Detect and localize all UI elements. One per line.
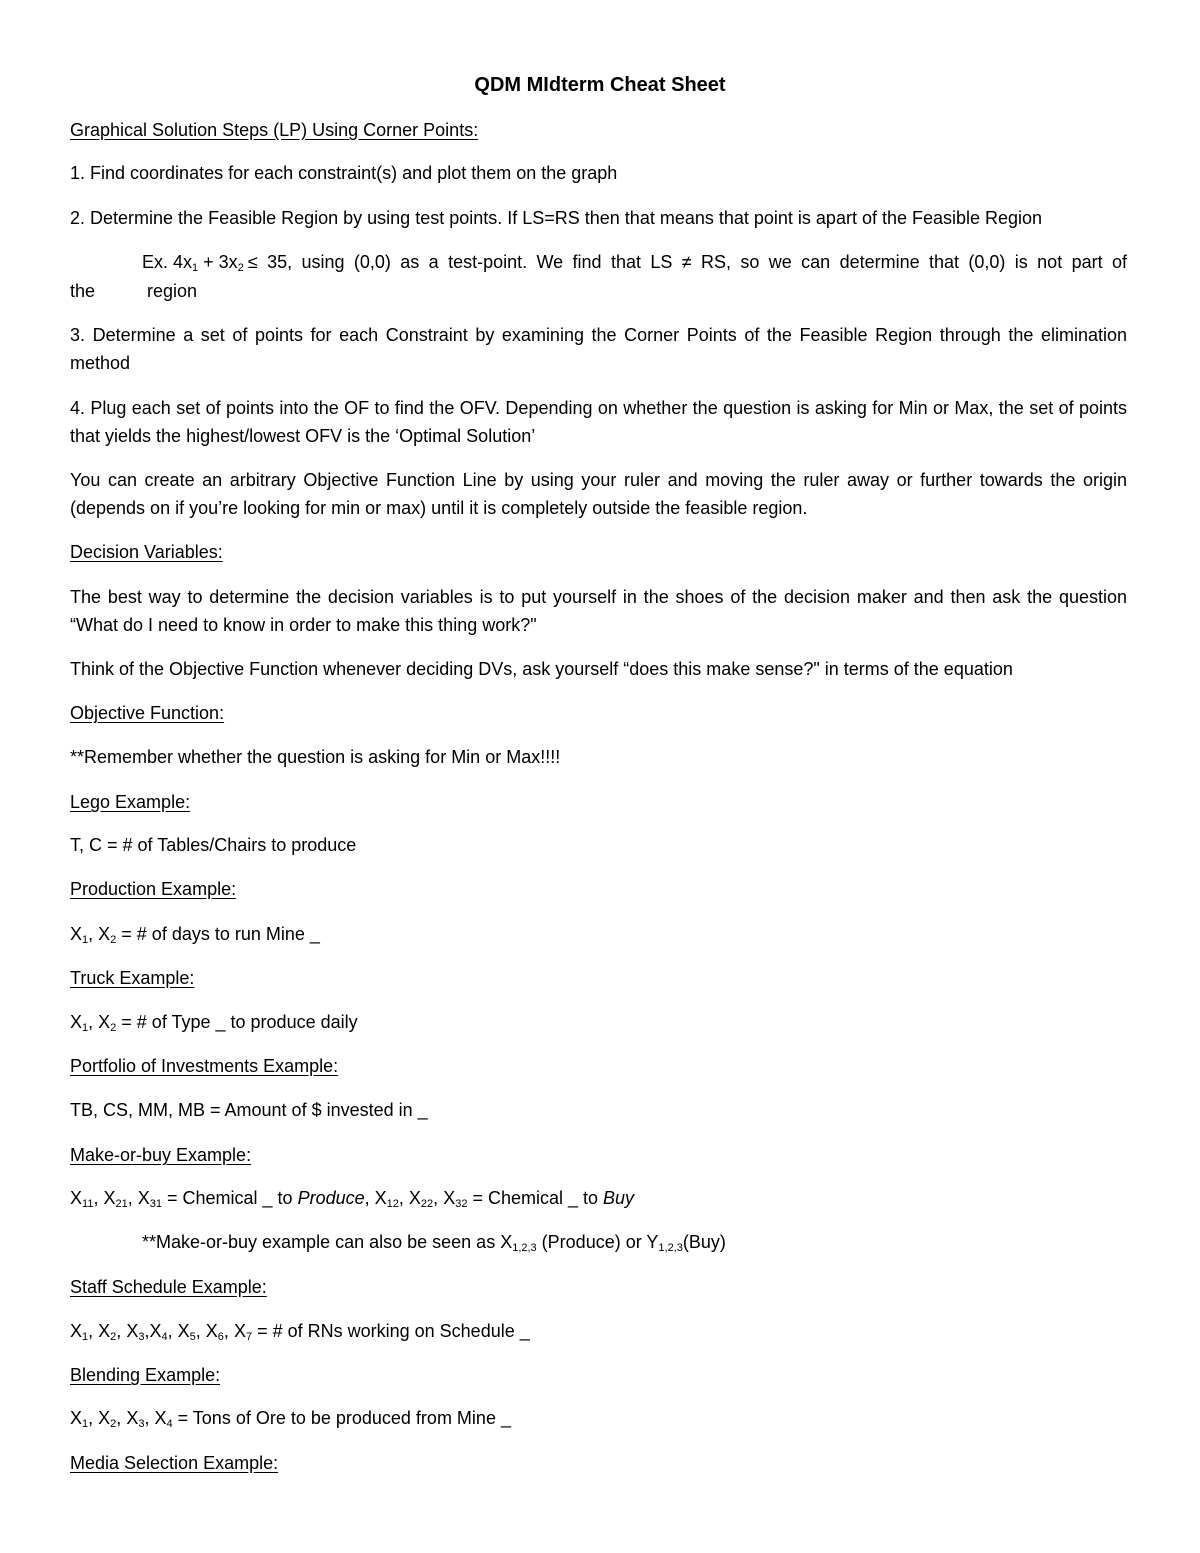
- example-lead: Ex. $4x_1 + 3x_2$: [142, 252, 244, 274]
- example-text: ≤ 35, using (0,0) as a test-point. We find that LS ≠ RS, so we can determine that (0,0) is not part of: [247, 252, 1127, 272]
- decision-paragraph-2: Think of the Objective Function whenever deciding DVs, ask yourself “does this make sense?" in terms of the equation: [70, 659, 1013, 679]
- step-2: 2. Determine the Feasible Region by using test points. If LS=RS then that means that point is apart of the Feasible Region: [70, 208, 1043, 228]
- heading-blending-example: Blending Example:: [70, 1365, 221, 1385]
- heading-media-selection-example: Media Selection Example:: [70, 1453, 279, 1473]
- truck-definition: $X_1$, $X_2$ = # of Type _ to produce daily: [70, 1012, 358, 1034]
- heading-lego-example: Lego Example:: [70, 792, 191, 812]
- example-word-region: region: [147, 281, 198, 301]
- blending-definition: $X_1$, $X_2$, $X_3$, $X_4$ = Tons of Ore to be produced from Mine _: [70, 1408, 511, 1430]
- heading-truck-example: Truck Example:: [70, 968, 195, 988]
- step-1: 1. Find coordinates for each constraint(s) and plot them on the graph: [70, 163, 618, 183]
- heading-production-example: Production Example:: [70, 879, 237, 899]
- heading-make-or-buy-example: Make-or-buy Example:: [70, 1145, 252, 1165]
- objective-reminder: **Remember whether the question is asking for Min or Max!!!!: [70, 747, 561, 767]
- example-inequality: [142, 250, 1127, 274]
- staff-schedule-definition: $X_1$, $X_2$, $X_3,X_4$, $X_5$, $X_6$, $X_7$ = # of RNs working on Schedule _: [70, 1321, 530, 1343]
- heading-portfolio-example: Portfolio of Investments Example:: [70, 1056, 339, 1076]
- step-4: 4. Plug each set of points into the OF to find the OFV. Depending on whether the question is asking for Min or Max, the set of points that yields the highest/lowest OFV is the ‘Optimal Solution’: [70, 398, 1127, 446]
- lego-definition: T, C = # of Tables/Chairs to produce: [70, 835, 357, 855]
- make-or-buy-note: **Make-or-buy example can also be seen as $X_{1,2,3}$ (Produce) or $Y_{1,2,3}(Buy)$: [142, 1232, 726, 1254]
- page-title: QDM MIdterm Cheat Sheet: [474, 74, 726, 96]
- example-word-the: the: [70, 281, 96, 301]
- make-or-buy-definition: $X_{11}$, $X_{21}$, $X_{31}$ = Chemical _ to Produce, $X_{12}$, $X_{22}$, $X_{32}$ = Chemical _ to Buy: [70, 1188, 635, 1210]
- heading-staff-schedule-example: Staff Schedule Example:: [70, 1277, 267, 1297]
- heading-graphical-solution: Graphical Solution Steps (LP) Using Corner Points:: [70, 120, 479, 140]
- decision-paragraph-1: The best way to determine the decision variables is to put yourself in the shoes of the decision maker and then ask the question “What do I need to know in order to make this thing work?": [70, 587, 1127, 635]
- portfolio-definition: TB, CS, MM, MB = Amount of $ invested in _: [70, 1100, 428, 1120]
- heading-decision-variables: Decision Variables:: [70, 542, 223, 562]
- heading-objective-function: Objective Function:: [70, 703, 225, 723]
- objective-line-note: You can create an arbitrary Objective Function Line by using your ruler and moving the ruler away or further towards the origin (depends on if you’re looking for min or max) until it is completely outside the feasible region.: [70, 470, 1127, 518]
- step-3: 3. Determine a set of points for each Constraint by examining the Corner Points of the Feasible Region through the elimination method: [70, 325, 1127, 373]
- production-definition: $X_1$, $X_2$ = # of days to run Mine _: [70, 924, 320, 946]
